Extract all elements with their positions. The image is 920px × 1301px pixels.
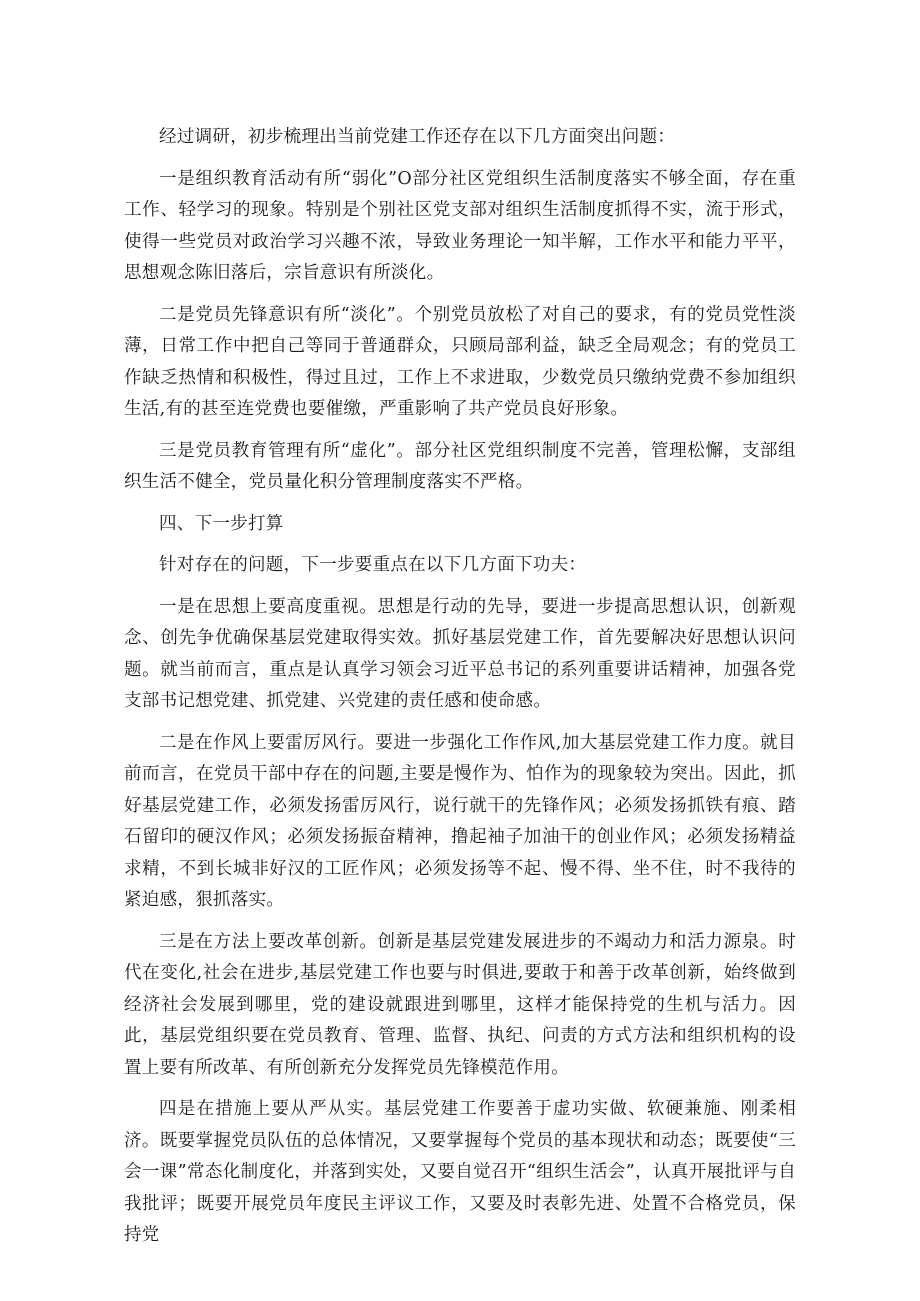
plan-two-paragraph: 二是在作风上要雷厉风行。要进一步强化工作作风,加大基层党建工作力度。就目前而言，在党员干部中存在的问题,主要是慢作为、怕作为的现象较为突出。因此，抓好基层党建工作，必须发扬雷厉风行，说行就干的先锋作风；必须发扬抓铁有痕、踏石留印的硬汉作风；必须发扬振奋精神，撸起袖子加油干的创业作风；必须发扬精益求精，不到长城非好汉的工匠作风；必须发扬等不起、慢不得、坐不住，时不我待的紧迫感，狠抓落实。 [124,732,796,910]
plan-intro-paragraph: 针对存在的问题，下一步要重点在以下几方面下功夫： [159,555,587,575]
problem-two-paragraph: 二是党员先锋意识有所“淡化”。个别党员放松了对自己的要求，有的党员党性淡薄，日常工作中把自己等同于普通群众，只顾局部利益，缺乏全局观念；有的党员工作缺乏热情和积极性，得过且过，工作上不求进取，少数党员只缴纳党费不参加组织生活,有的甚至连党费也要催缴，严重影响了共产党员良好形象。 [124,304,796,419]
document-body [124,122,796,1262]
plan-four-paragraph: 四是在措施上要从严从实。基层党建工作要善于虚功实做、软硬兼施、刚柔相济。既要掌握党员队伍的总体情况，又要掌握每个党员的基本现状和动态；既要使“三会一课”常态化制度化，并落到实处，又要自觉召开“组织生活会”，认真开展批评与自我批评；既要开展党员年度民主评议工作，又要及时表彰先进、处置不合格党员，保持党 [124,1099,796,1245]
plan-one-paragraph: 一是在思想上要高度重视。思想是行动的先导，要进一步提高思想认识，创新观念、创先争优确保基层党建取得实效。抓好基层党建工作，首先要解决好思想认识问题。就当前而言，重点是认真学习领会习近平总书记的系列重要讲话精神，加强各党支部书记想党建、抓党建、兴党建的责任感和使命感。 [124,596,796,711]
problem-one-paragraph: 一是组织教育活动有所“弱化”O部分社区党组织生活制度落实不够全面，存在重工作、轻学习的现象。特别是个别社区党支部对组织生活制度抓得不实，流于形式，使得一些党员对政治学习兴趣不浓，导致业务理论一知半解，工作水平和能力平平，思想观念陈旧落后，宗旨意识有所淡化。 [124,168,796,283]
intro-paragraph: 经过调研，初步梳理出当前党建工作还存在以下几方面突出问题： [159,127,676,147]
plan-three-paragraph: 三是在方法上要改革创新。创新是基层党建发展进步的不竭动力和活力源泉。时代在变化,社会在进步,基层党建工作也要与时俱进,要敢于和善于改革创新，始终做到经济社会发展到哪里，党的建设就跟进到哪里，这样才能保持党的生机与活力。因此，基层党组织要在党员教育、管理、监督、执纪、问责的方式方法和组织机构的设置上要有所改革、有所创新充分发挥党员先锋模范作用。 [124,931,796,1078]
problem-three-paragraph: 三是党员教育管理有所“虚化”。部分社区党组织制度不完善，管理松懈，支部组织生活不健全，党员量化积分管理制度落实不严格。 [124,440,796,492]
section-heading: 四、下一步打算 [159,513,284,534]
